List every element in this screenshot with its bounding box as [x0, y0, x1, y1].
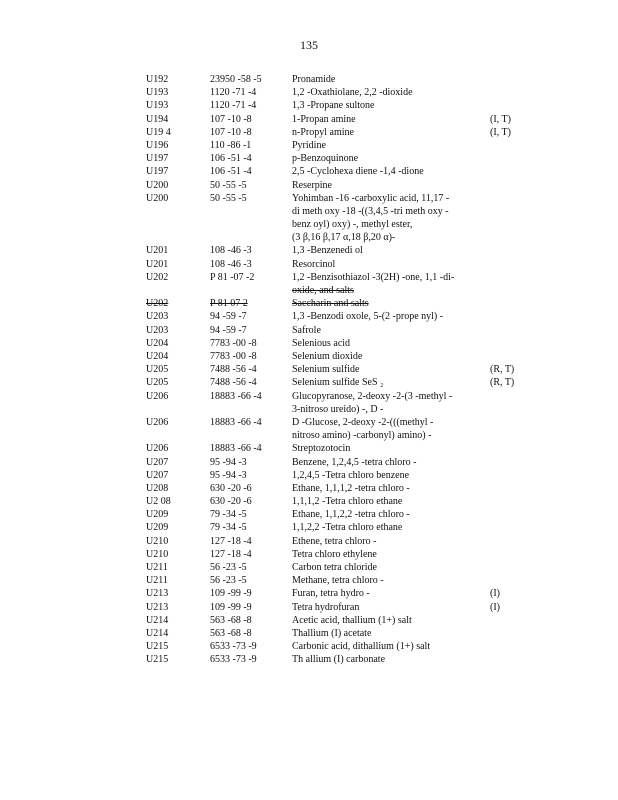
table-row	[0, 495, 618, 508]
waste-code: U215	[146, 654, 169, 666]
cas-number: 110 -86 -1	[210, 139, 252, 151]
table-row	[0, 192, 618, 245]
waste-code: U193	[146, 100, 169, 112]
substance-name-line: 1-Propan amine	[292, 113, 356, 125]
cas-number: 107 -10 -8	[210, 113, 252, 125]
substance-name-line: 1,2,4,5 -Tetra chloro benzene	[292, 469, 410, 481]
substance-name-line: 3-nitroso ureido) -, D -	[292, 403, 384, 415]
cas-number: 106 -51 -4	[210, 166, 252, 178]
table-row	[0, 574, 618, 587]
cas-number: 18883 -66 -4	[210, 416, 262, 428]
waste-code: U213	[146, 601, 169, 613]
cas-number: 95 -94 -3	[210, 456, 247, 468]
waste-code: U206	[146, 390, 169, 402]
substance-name	[292, 469, 482, 482]
substance-name-line: Ethane, 1,1,2,2 -tetra chloro -	[292, 509, 410, 521]
cas-number: 6533 -73 -9	[210, 654, 257, 666]
table-row	[0, 390, 618, 416]
waste-code: U209	[146, 509, 169, 521]
cas-number: P 81 07 2	[210, 298, 248, 310]
substance-name	[292, 561, 482, 574]
waste-code: U200	[146, 192, 169, 204]
cas-number: 50 -55 -5	[210, 192, 247, 204]
substance-name-line: 1,1,2,2 -Tetra chloro ethane	[292, 522, 403, 534]
cas-number: 108 -46 -3	[210, 245, 252, 257]
waste-code: U193	[146, 87, 169, 99]
substance-name-line: Ethene, tetra chloro -	[292, 535, 377, 547]
substance-name	[292, 548, 482, 561]
waste-code: U192	[146, 74, 169, 85]
table-row	[0, 139, 618, 152]
waste-code: U202	[146, 298, 169, 310]
substance-name	[292, 113, 482, 126]
table-row	[0, 587, 618, 600]
table-row	[0, 179, 618, 192]
table-row	[0, 627, 618, 640]
cas-number: 94 -59 -7	[210, 311, 247, 323]
substance-name	[292, 258, 482, 271]
cas-number: 109 -99 -9	[210, 601, 252, 613]
waste-code: U19 4	[146, 126, 171, 138]
waste-code: U210	[146, 548, 169, 560]
waste-code: U203	[146, 324, 169, 336]
cas-number: 630 -20 -6	[210, 496, 252, 508]
cas-number: P 81 -07 -2	[210, 271, 255, 283]
substance-name-line: p-Benzoquinone	[292, 153, 359, 165]
substance-name	[292, 508, 482, 521]
waste-code: U197	[146, 153, 169, 165]
table-row	[0, 482, 618, 495]
cas-number: 94 -59 -7	[210, 324, 247, 336]
substance-name-line: Tetra chloro ethylene	[292, 548, 377, 560]
substance-name	[292, 244, 482, 257]
substance-name	[292, 376, 482, 389]
waste-code: U214	[146, 614, 169, 626]
table-row	[0, 165, 618, 178]
waste-code: U205	[146, 377, 169, 389]
waste-code: U209	[146, 522, 169, 534]
hazard-code: (R, T)	[490, 377, 515, 389]
waste-code: U201	[146, 245, 169, 257]
substance-name	[292, 363, 482, 376]
cas-number: 563 -68 -8	[210, 614, 252, 626]
table-row	[0, 508, 618, 521]
table-row	[0, 337, 618, 350]
substance-name-line: 1,3 -Benzenedi ol	[292, 245, 363, 257]
substance-name-line: Methane, tetra chloro -	[292, 575, 384, 587]
cas-number: 18883 -66 -4	[210, 390, 262, 402]
table-row	[0, 271, 618, 297]
cas-number: 50 -55 -5	[210, 179, 247, 191]
substance-name	[292, 337, 482, 350]
hazard-code: (R, T)	[490, 364, 515, 376]
substance-name	[292, 324, 482, 337]
waste-code: U204	[146, 337, 169, 349]
hazard-code: (I, T)	[490, 113, 511, 125]
table-row	[0, 561, 618, 574]
substance-name-line: Pyridine	[292, 139, 326, 151]
substance-name-line: 1,1,1,2 -Tetra chloro ethane	[292, 496, 403, 508]
waste-code: U200	[146, 179, 169, 191]
substance-name	[292, 614, 482, 627]
waste-code: U206	[146, 416, 169, 428]
waste-code: U215	[146, 641, 169, 653]
substance-name	[292, 574, 482, 587]
substance-name	[292, 390, 482, 416]
table-row	[0, 126, 618, 139]
substance-name	[292, 310, 482, 323]
waste-code: U205	[146, 364, 169, 376]
substance-name	[292, 126, 482, 139]
substance-name-line: Reserpine	[292, 179, 332, 191]
substance-name-line: Pronamide	[292, 74, 336, 85]
table-row	[0, 99, 618, 112]
table-row	[0, 521, 618, 534]
substance-name	[292, 350, 482, 363]
table-row	[0, 416, 618, 442]
substance-name	[292, 601, 482, 614]
substance-name-line: n-Propyl amine	[292, 126, 354, 138]
table-row	[0, 456, 618, 469]
substance-name-line: Carbonic acid, dithallium (1+) salt	[292, 641, 431, 653]
substance-name-line: 1,2 -Benzisothiazol -3(2H) -one, 1,1 -di-	[292, 271, 455, 283]
substance-name	[292, 73, 482, 86]
substance-name-line: Selenium dioxide	[292, 351, 363, 362]
substance-name-line: Acetic acid, thallium (1+) salt	[292, 614, 412, 626]
hazard-code: (I, T)	[490, 126, 511, 138]
cas-number: 630 -20 -6	[210, 482, 252, 494]
substance-name	[292, 99, 482, 112]
substance-name-line: Th allium (I) carbonate	[292, 654, 386, 666]
waste-code: U207	[146, 456, 169, 468]
substance-name	[292, 653, 482, 666]
table-row	[0, 363, 618, 376]
cas-number: 1120 -71 -4	[210, 100, 257, 112]
cas-number: 563 -68 -8	[210, 627, 252, 639]
substance-name-line: Tetra hydrofuran	[292, 601, 360, 613]
substance-name	[292, 587, 482, 600]
chemical-table	[0, 73, 618, 667]
cas-number: 127 -18 -4	[210, 535, 252, 547]
substance-name-line: Carbon tetra chloride	[292, 562, 377, 574]
substance-name	[292, 139, 482, 152]
substance-name-line: Saccharin and salts	[292, 298, 369, 310]
waste-code: U207	[146, 469, 169, 481]
table-row	[0, 350, 618, 363]
waste-code: U196	[146, 139, 169, 151]
substance-name	[292, 179, 482, 192]
substance-name	[292, 456, 482, 469]
cas-number: 95 -94 -3	[210, 469, 247, 481]
table-row	[0, 297, 618, 310]
substance-name-line: Benzene, 1,2,4,5 -tetra chloro -	[292, 456, 417, 468]
substance-name-line: Selenium sulfide	[292, 364, 360, 376]
substance-name	[292, 297, 482, 310]
cas-number: 56 -23 -5	[210, 562, 247, 574]
substance-name-line: 2,5 -Cyclohexa diene -1,4 -dione	[292, 166, 424, 178]
cas-number: 7783 -00 -8	[210, 337, 257, 349]
substance-name-line: oxide, and salts	[292, 284, 354, 296]
waste-code: U214	[146, 627, 169, 639]
table-row	[0, 324, 618, 337]
waste-code: U211	[146, 575, 168, 587]
table-row	[0, 113, 618, 126]
cas-number: 23950 -58 -5	[210, 74, 262, 85]
substance-name	[292, 521, 482, 534]
substance-name	[292, 416, 482, 442]
cas-number: 108 -46 -3	[210, 258, 252, 270]
waste-code: U203	[146, 311, 169, 323]
waste-code: U210	[146, 535, 169, 547]
substance-name	[292, 165, 482, 178]
substance-name-line: Resorcinol	[292, 258, 336, 270]
substance-name-line: Safrole	[292, 324, 321, 336]
substance-name-line: Thallium (I) acetate	[292, 627, 372, 639]
waste-code: U213	[146, 588, 169, 600]
substance-name	[292, 627, 482, 640]
substance-name-line: Ethane, 1,1,1,2 -tetra chloro -	[292, 482, 410, 494]
table-row	[0, 535, 618, 548]
substance-name-line: 1,3 -Propane sultone	[292, 100, 375, 112]
table-row	[0, 442, 618, 455]
substance-name	[292, 271, 482, 297]
cas-number: 107 -10 -8	[210, 126, 252, 138]
cas-number: 6533 -73 -9	[210, 641, 257, 653]
page-number: 135	[300, 38, 318, 52]
substance-name	[292, 640, 482, 653]
substance-name	[292, 442, 482, 455]
cas-number: 79 -34 -5	[210, 522, 247, 534]
waste-code: U202	[146, 271, 169, 283]
table-row	[0, 86, 618, 99]
cas-number: 1120 -71 -4	[210, 87, 257, 99]
substance-name	[292, 192, 482, 244]
waste-code: U204	[146, 351, 169, 362]
cas-number: 7488 -56 -4	[210, 377, 257, 389]
substance-name-line: Streptozotocin	[292, 443, 351, 455]
table-row	[0, 310, 618, 323]
cas-number: 56 -23 -5	[210, 575, 247, 587]
cas-number: 106 -51 -4	[210, 153, 252, 165]
substance-name-line: nitroso amino) -carbonyl) amino) -	[292, 429, 432, 441]
substance-name-line: 1,3 -Benzodi oxole, 5-(2 -prope nyl) -	[292, 311, 444, 323]
table-row	[0, 614, 618, 627]
substance-name-line: Selenious acid	[292, 337, 351, 349]
waste-code: U2 08	[146, 496, 171, 508]
waste-code: U208	[146, 482, 169, 494]
substance-name-line: benz oyl) oxy) -, methyl ester,	[292, 218, 413, 230]
table-row	[0, 548, 618, 561]
cas-number: 79 -34 -5	[210, 509, 247, 521]
substance-name-line: Furan, tetra hydro -	[292, 588, 370, 600]
cas-number: 18883 -66 -4	[210, 443, 262, 455]
waste-code: U194	[146, 113, 169, 125]
table-row	[0, 640, 618, 653]
substance-name-line: Glucopyranose, 2-deoxy -2-(3 -methyl -	[292, 390, 453, 402]
cas-number: 7488 -56 -4	[210, 364, 257, 376]
substance-name-line: 1,2 -Oxathiolane, 2,2 -dioxide	[292, 87, 413, 99]
substance-name	[292, 86, 482, 99]
substance-name	[292, 152, 482, 165]
waste-code: U206	[146, 443, 169, 455]
hazard-code: (I)	[490, 601, 500, 613]
table-row	[0, 376, 618, 389]
waste-code: U197	[146, 166, 169, 178]
cas-number: 109 -99 -9	[210, 588, 252, 600]
substance-name-line: Yohimban -16 -carboxylic acid, 11,17 -	[292, 192, 450, 204]
table-row	[0, 653, 618, 666]
table-row	[0, 258, 618, 271]
table-row	[0, 469, 618, 482]
table-row	[0, 601, 618, 614]
substance-name-line: D -Glucose, 2-deoxy -2-(((methyl -	[292, 416, 434, 428]
waste-code: U211	[146, 562, 168, 574]
table-row	[0, 244, 618, 257]
cas-number: 127 -18 -4	[210, 548, 252, 560]
substance-name-line: (3 β,16 β,17 α,18 β,20 α)-	[292, 231, 396, 243]
substance-name-line: Selenium sulfide SeS ₂	[292, 377, 384, 389]
waste-code: U201	[146, 258, 169, 270]
hazard-code: (I)	[490, 588, 500, 600]
substance-name	[292, 535, 482, 548]
cas-number: 7783 -00 -8	[210, 351, 257, 362]
substance-name-line: di meth oxy -18 -((3,4,5 -tri meth oxy -	[292, 205, 449, 217]
table-row	[0, 152, 618, 165]
substance-name	[292, 482, 482, 495]
substance-name	[292, 495, 482, 508]
table-row	[0, 73, 618, 86]
